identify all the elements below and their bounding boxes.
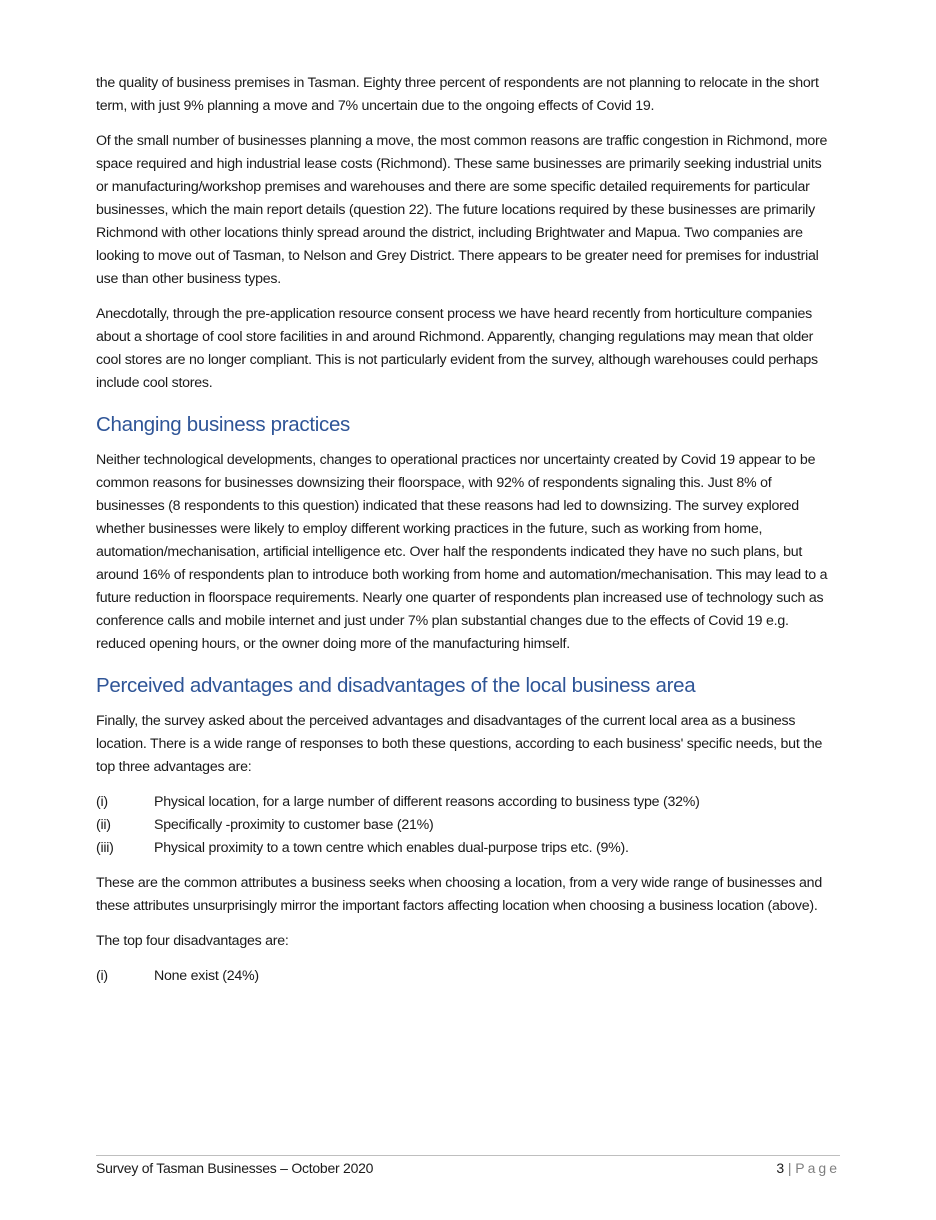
paragraph-disadvantages-intro: The top four disadvantages are: <box>96 933 289 949</box>
paragraph-cool-stores: Anecdotally, through the pre-application resource consent process we have heard recently from horticulture companies about a shortage of cool store facilities in and around Richmond. Apparently, changing regulations may mean that older cool stores are no longer compliant. This is not particularly evident from the survey, although warehouses could perhaps include cool stores. <box>96 306 818 391</box>
footer-title: Survey of Tasman Businesses – October 2020 <box>96 1160 374 1176</box>
page-number: 3 <box>776 1160 784 1176</box>
list-number: (iii) <box>96 840 114 856</box>
disadvantages-list <box>96 965 836 988</box>
list-text: Physical location, for a large number of different reasons according to business type (32%) <box>154 794 700 810</box>
advantages-list <box>96 791 836 860</box>
list-item <box>96 965 836 988</box>
list-item <box>96 791 836 814</box>
list-number: (ii) <box>96 817 111 833</box>
list-text: Specifically -proximity to customer base (21%) <box>154 817 434 833</box>
footer-page-indicator <box>776 1160 840 1176</box>
page-footer <box>96 1155 840 1176</box>
list-text: Physical proximity to a town centre which enables dual-purpose trips etc. (9%). <box>154 840 629 856</box>
paragraph-advantages-intro: Finally, the survey asked about the perceived advantages and disadvantages of the current local area as a business location. There is a wide range of responses to both these questions, according to each business' specific needs, but the top three advantages are: <box>96 713 823 775</box>
list-item <box>96 837 836 860</box>
page-separator: | <box>787 1160 792 1176</box>
list-item <box>96 814 836 837</box>
paragraph-common-attributes: These are the common attributes a business seeks when choosing a location, from a very wide range of businesses and these attributes unsurprisingly mirror the important factors affecting location when choosing a business location (above). <box>96 875 822 914</box>
list-number: (i) <box>96 794 108 810</box>
list-number: (i) <box>96 968 108 984</box>
paragraph-practices: Neither technological developments, changes to operational practices nor uncertainty created by Covid 19 appear to be common reasons for businesses downsizing their floorspace, with 92% of respondents signaling this. Just 8% of businesses (8 respondents to this question) indicated that these reasons had led to downsizing. The survey explored whether businesses were likely to employ different working practices in the future, such as working from home, automation/mechanisation, artificial intelligence etc. Over half the respondents indicated they have no such plans, but around 16% of respondents plan to introduce both working from home and automation/mechanisation. This may lead to a future reduction in floorspace requirements. Nearly one quarter of respondents plan increased use of technology such as conference calls and mobile internet and just under 7% plan substantial changes due to the effects of Covid 19 e.g. reduced opening hours, or the owner doing more of the manufacturing himself. <box>96 452 828 652</box>
heading-advantages-disadvantages: Perceived advantages and disadvantages of the local business area <box>96 674 696 697</box>
document-page <box>96 72 836 1000</box>
page-word: Page <box>795 1160 840 1176</box>
heading-changing-practices: Changing business practices <box>96 413 350 436</box>
paragraph-moving-reasons: Of the small number of businesses planning a move, the most common reasons are traffic congestion in Richmond, more space required and high industrial lease costs (Richmond). These same businesses are primarily seeking industrial units or manufacturing/workshop premises and warehouses and there are some specific detailed requirements for particular businesses, which the main report details (question 22). The future locations required by these businesses are primarily Richmond with other locations thinly spread around the district, including Brightwater and Mapua. Two companies are looking to move out of Tasman, to Nelson and Grey District. There appears to be greater need for premises for industrial use than other business types. <box>96 133 828 287</box>
paragraph-relocation: the quality of business premises in Tasman. Eighty three percent of respondents are not planning to relocate in the short term, with just 9% planning a move and 7% uncertain due to the ongoing effects of Covid 19. <box>96 75 819 114</box>
list-text: None exist (24%) <box>154 968 259 984</box>
